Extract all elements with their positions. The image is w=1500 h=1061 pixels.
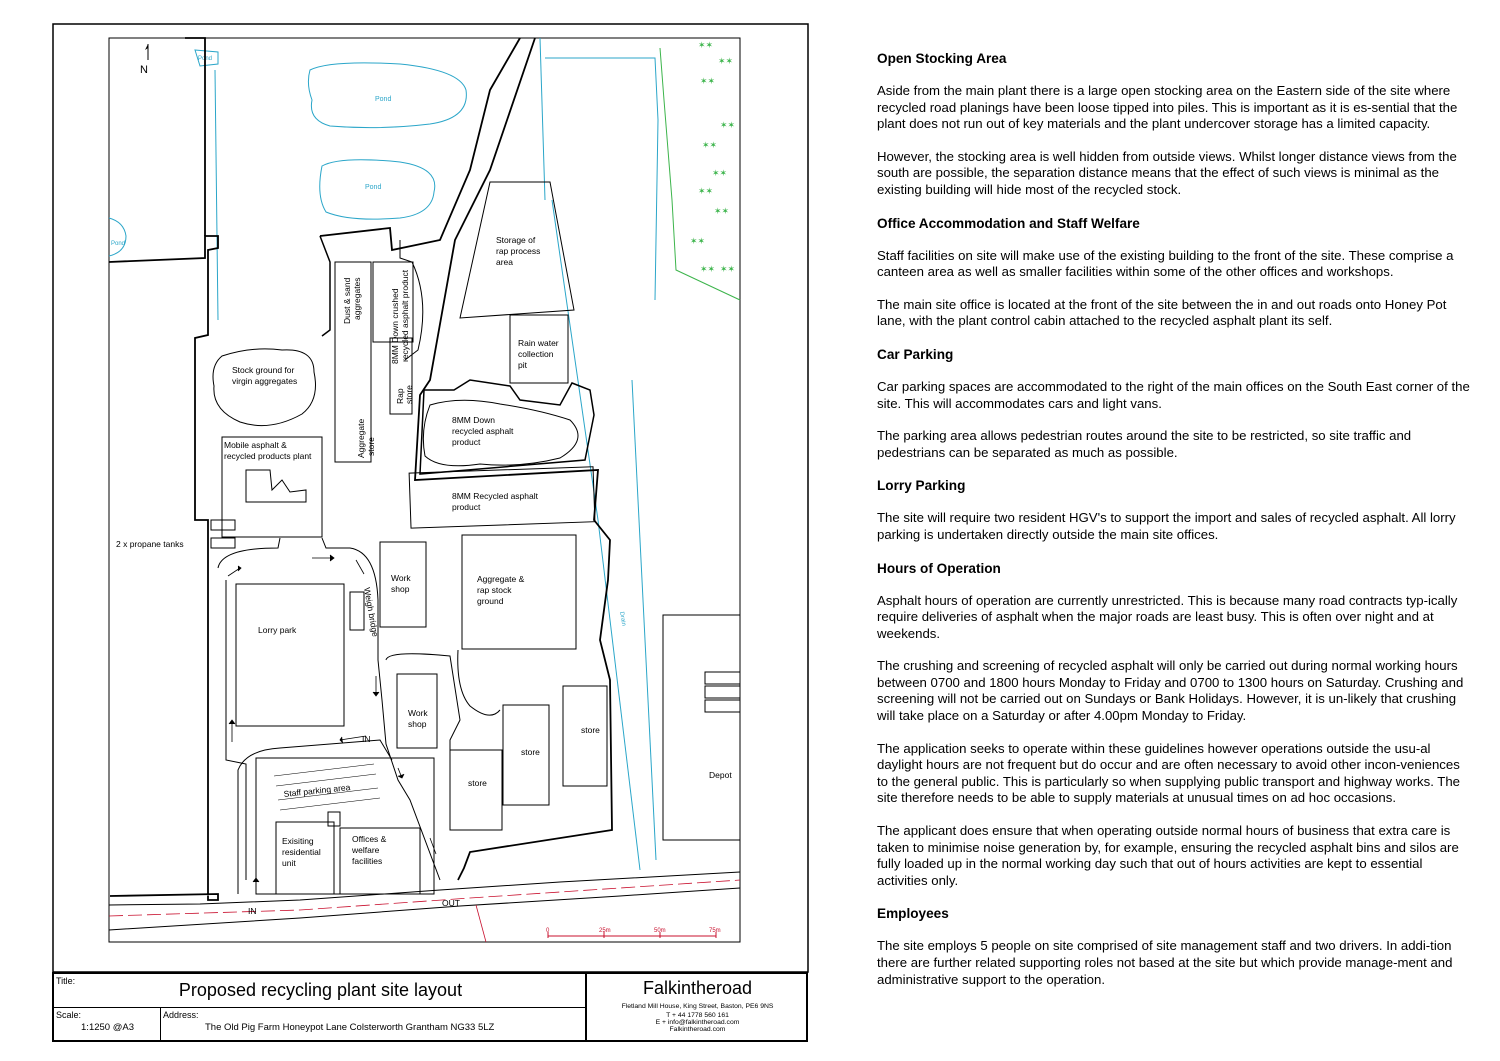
- pond-label-2: Pond: [375, 96, 392, 103]
- residential-label-3: unit: [282, 858, 296, 868]
- rain-water-label-3: pit: [518, 360, 527, 370]
- agg-rap-label-3: ground: [477, 596, 504, 606]
- section-paragraph: The main site office is located at the front of the site between the in and out roads onto Honey Pot lane, with the plant control cabin attached to the recycled asphalt plant its self.: [877, 296, 1447, 329]
- svg-text:✶✶: ✶✶: [714, 206, 730, 216]
- section-paragraph: The application seeks to operate within these guidelines however operations outside the usu-al daylight hours are not frequent but do occur and are often necessary to avoid other incon-veniences to the general public. This is particularly so when supplying public transport and highway works. The site therefore needs to be able to supply materials at unusual times on ad hoc occasions.: [877, 740, 1461, 806]
- road-centreline: [109, 880, 740, 916]
- down-crushed-label-2: recycled asphalt product: [400, 269, 410, 362]
- title-cell: [54, 974, 587, 1008]
- pond-label-1: Pond: [198, 56, 213, 62]
- svg-text:✶✶: ✶✶: [720, 120, 736, 130]
- svg-text:✶✶: ✶✶: [700, 264, 716, 274]
- section-paragraph: Aside from the main plant there is a large open stocking area on the Eastern side of the site where recycled road planings have been loose tipped into piles. This is important as it is es-sential that the plant does not run out of key materials and the plant undercover storage has a limited capacity.: [877, 83, 1458, 132]
- pond-4: [109, 218, 126, 256]
- weigh-bridge: [350, 592, 364, 630]
- rap-store-label-2: store: [404, 385, 414, 404]
- scale-bar: [548, 932, 716, 938]
- down-recycled-label-3: product: [452, 437, 481, 447]
- plant-machinery: [246, 470, 306, 502]
- workshop-1-label-2: shop: [391, 584, 410, 594]
- recycled-8mm-label-1: 8MM Recycled asphalt: [452, 491, 538, 501]
- in-label-2: IN: [248, 906, 257, 916]
- address-label: Address:: [163, 1010, 199, 1020]
- scale-cell: [54, 1008, 161, 1042]
- down-recycled-label-1: 8MM Down: [452, 415, 495, 425]
- drawing-title: Proposed recycling plant site layout: [178, 980, 463, 1000]
- scale-bar-0: 0: [546, 928, 550, 934]
- scale-bar-75: 75m: [709, 928, 721, 934]
- drain-label: Drain: [618, 611, 627, 627]
- in-label-1: IN: [362, 734, 371, 744]
- storage-rap-label-1: Storage of: [496, 235, 536, 245]
- mobile-plant-label-2: recycled products plant: [224, 451, 312, 461]
- section-paragraph: Staff facilities on site will make use of the existing building to the front of the site. These comprise a canteen area as well as smaller facilities within some of the other offices and workshops.: [877, 247, 1454, 280]
- recycled-8mm-label-2: product: [452, 502, 481, 512]
- store-1-label: store: [581, 725, 600, 735]
- section-heading-office: Office Accommodation and Staff Welfare: [877, 215, 1140, 231]
- rain-water-label-2: collection: [518, 349, 554, 359]
- scale-bar-50: 50m: [654, 928, 666, 934]
- title-block: [52, 972, 808, 1042]
- workshop-2-label-2: shop: [408, 719, 427, 729]
- staff-parking-label: Staff parking area: [283, 782, 351, 799]
- offices-label-1: Offices &: [352, 834, 387, 844]
- section-paragraph: The parking area allows pedestrian routes around the site to be restricted, so site traffic and pedestrians can be separated as much as possible.: [877, 428, 1412, 460]
- text-column: [877, 50, 1472, 1004]
- down-crushed-label-1: 8MM Down crushed: [390, 288, 400, 364]
- north-label: N: [140, 64, 148, 76]
- tree-icons: [690, 40, 735, 274]
- dust-sand-label-1: Dust & sand: [342, 277, 352, 324]
- section-heading-lorry-parking: Lorry Parking: [877, 478, 966, 494]
- store-2-label: store: [521, 747, 540, 757]
- svg-text:✶✶: ✶✶: [690, 236, 706, 246]
- propane-tank-1: [211, 520, 235, 530]
- company-phone: T + 44 1778 560 161: [666, 1012, 729, 1019]
- workshop-1-label-1: Work: [391, 573, 411, 583]
- pond-label-3: Pond: [365, 184, 382, 191]
- drawing-frame: [53, 24, 808, 972]
- section-paragraph: Asphalt hours of operation are currently unrestricted. This is because many road contracts typ-ically require deliveries of asphalt when the major roads are least busy. This is often over night and at weekends.: [877, 592, 1458, 641]
- residential-label-1: Exisiting: [282, 836, 314, 846]
- section-heading-car-parking: Car Parking: [877, 346, 954, 362]
- address-cell: [161, 1008, 587, 1042]
- section-heading-hours: Hours of Operation: [877, 560, 1001, 576]
- stock-ground-label-1: Stock ground for: [232, 365, 295, 375]
- site-boundary: [109, 236, 218, 900]
- offices-label-2: welfare: [352, 845, 380, 855]
- section-paragraph: The site employs 5 people on site comprised of site management staff and two drivers. In addi-tion there are further related supporting roles not based at the site but which provide manage-ment and administrative support to the operation.: [877, 938, 1453, 987]
- stock-ground: [213, 349, 316, 426]
- aggregate-store-label-2: store: [366, 437, 376, 456]
- company-name: Falkintheroad: [642, 978, 753, 998]
- lorry-park-label: Lorry park: [258, 625, 297, 635]
- propane-label: 2 x propane tanks: [116, 539, 184, 549]
- north-arrow-icon: [145, 44, 148, 60]
- pond-label-4: Pond: [111, 241, 126, 247]
- title-label: Title:: [56, 976, 76, 986]
- workshop-2-label-1: Work: [408, 708, 428, 718]
- section-paragraph: The site will require two resident HGV's to support the import and sales of recycled asphalt. All lorry parking is undertaken directly outside the main site offices.: [877, 510, 1456, 542]
- address-value: The Old Pig Farm Honeypot Lane Colsterworth Grantham NG33 5LZ: [205, 1022, 495, 1033]
- company-address: Fletland Mill House, King Street, Baston, PE6 9NS: [621, 1003, 774, 1010]
- section-paragraph: Car parking spaces are accommodated to the right of the main offices on the South East corner of the site. This will accommodates cars and light vans.: [877, 378, 1470, 411]
- scale-value: 1:1250 @A3: [81, 1022, 134, 1033]
- company-website: Falkintheroad.com: [669, 1026, 726, 1033]
- svg-text:✶✶: ✶✶: [702, 140, 718, 150]
- offices-label-3: facilities: [352, 856, 383, 866]
- rain-water-label-1: Rain water: [518, 338, 559, 348]
- stock-ground-label-2: virgin aggregates: [232, 376, 298, 386]
- section-heading-open-stocking: Open Stocking Area: [877, 51, 1007, 66]
- mobile-plant-label-1: Mobile asphalt &: [224, 440, 287, 450]
- storage-rap-label-2: rap process: [496, 246, 541, 256]
- dust-sand-label-2: aggregates: [352, 277, 362, 320]
- agg-rap-label-2: rap stock: [477, 585, 512, 595]
- map-border: [109, 38, 740, 942]
- svg-text:✶✶: ✶✶: [698, 186, 714, 196]
- section-heading-employees: Employees: [877, 906, 949, 922]
- depot-label: Depot: [709, 770, 732, 780]
- store-1: [563, 686, 607, 786]
- down-recycled-label-2: recycled asphalt: [452, 426, 514, 436]
- staff-parking-area: [256, 758, 434, 894]
- out-label: OUT: [442, 898, 460, 908]
- company-cell: [589, 974, 806, 1042]
- propane-tank-2: [211, 538, 235, 548]
- svg-text:✶✶: ✶✶: [698, 40, 714, 50]
- residential-label-2: residential: [282, 847, 321, 857]
- weigh-bridge-label: Weigh bridge: [362, 586, 381, 638]
- section-paragraph: However, the stocking area is well hidden from outside views. Whilst longer distance views from the south are possible, the separation distance means that the effect of such views is minimal as the existing building will hide most of the recycled stock.: [877, 148, 1457, 197]
- svg-text:✶✶: ✶✶: [712, 168, 728, 178]
- svg-text:✶✶: ✶✶: [700, 76, 716, 86]
- aggregate-store-label-1: Aggregate: [356, 418, 366, 458]
- store-3: [450, 750, 502, 830]
- scale-label: Scale:: [56, 1010, 82, 1020]
- company-email: E + info@falkintheroad.com: [655, 1019, 740, 1026]
- section-paragraph: The applicant does ensure that when operating outside normal hours of business that extra care is taken to minimise noise generation by, for example, ensuring the recycled asphalt bins and silos are fully loaded up in the normal working day such that out of hours activities are kept to essential activities only.: [877, 823, 1459, 888]
- store-3-label: store: [468, 778, 487, 788]
- scale-bar-25: 25m: [599, 928, 611, 934]
- svg-text:✶✶: ✶✶: [718, 56, 734, 66]
- lorry-park: [236, 584, 344, 726]
- agg-rap-label-1: Aggregate &: [477, 574, 525, 584]
- svg-text:✶✶: ✶✶: [720, 264, 736, 274]
- rap-store-label-1: Rap: [395, 388, 405, 404]
- depot-building: [663, 615, 740, 840]
- section-paragraph: The crushing and screening of recycled asphalt will only be carried out during normal working hours between 0700 and 1800 hours Monday to Friday and 0700 to 1300 hours on Saturday. Crushing and screening will not be carried out on Sundays or Bank Holidays. However, it is un-likely that crushing will take place on a Saturday or after 4.00pm Monday to Friday.: [877, 658, 1464, 724]
- storage-rap-label-3: area: [496, 257, 514, 267]
